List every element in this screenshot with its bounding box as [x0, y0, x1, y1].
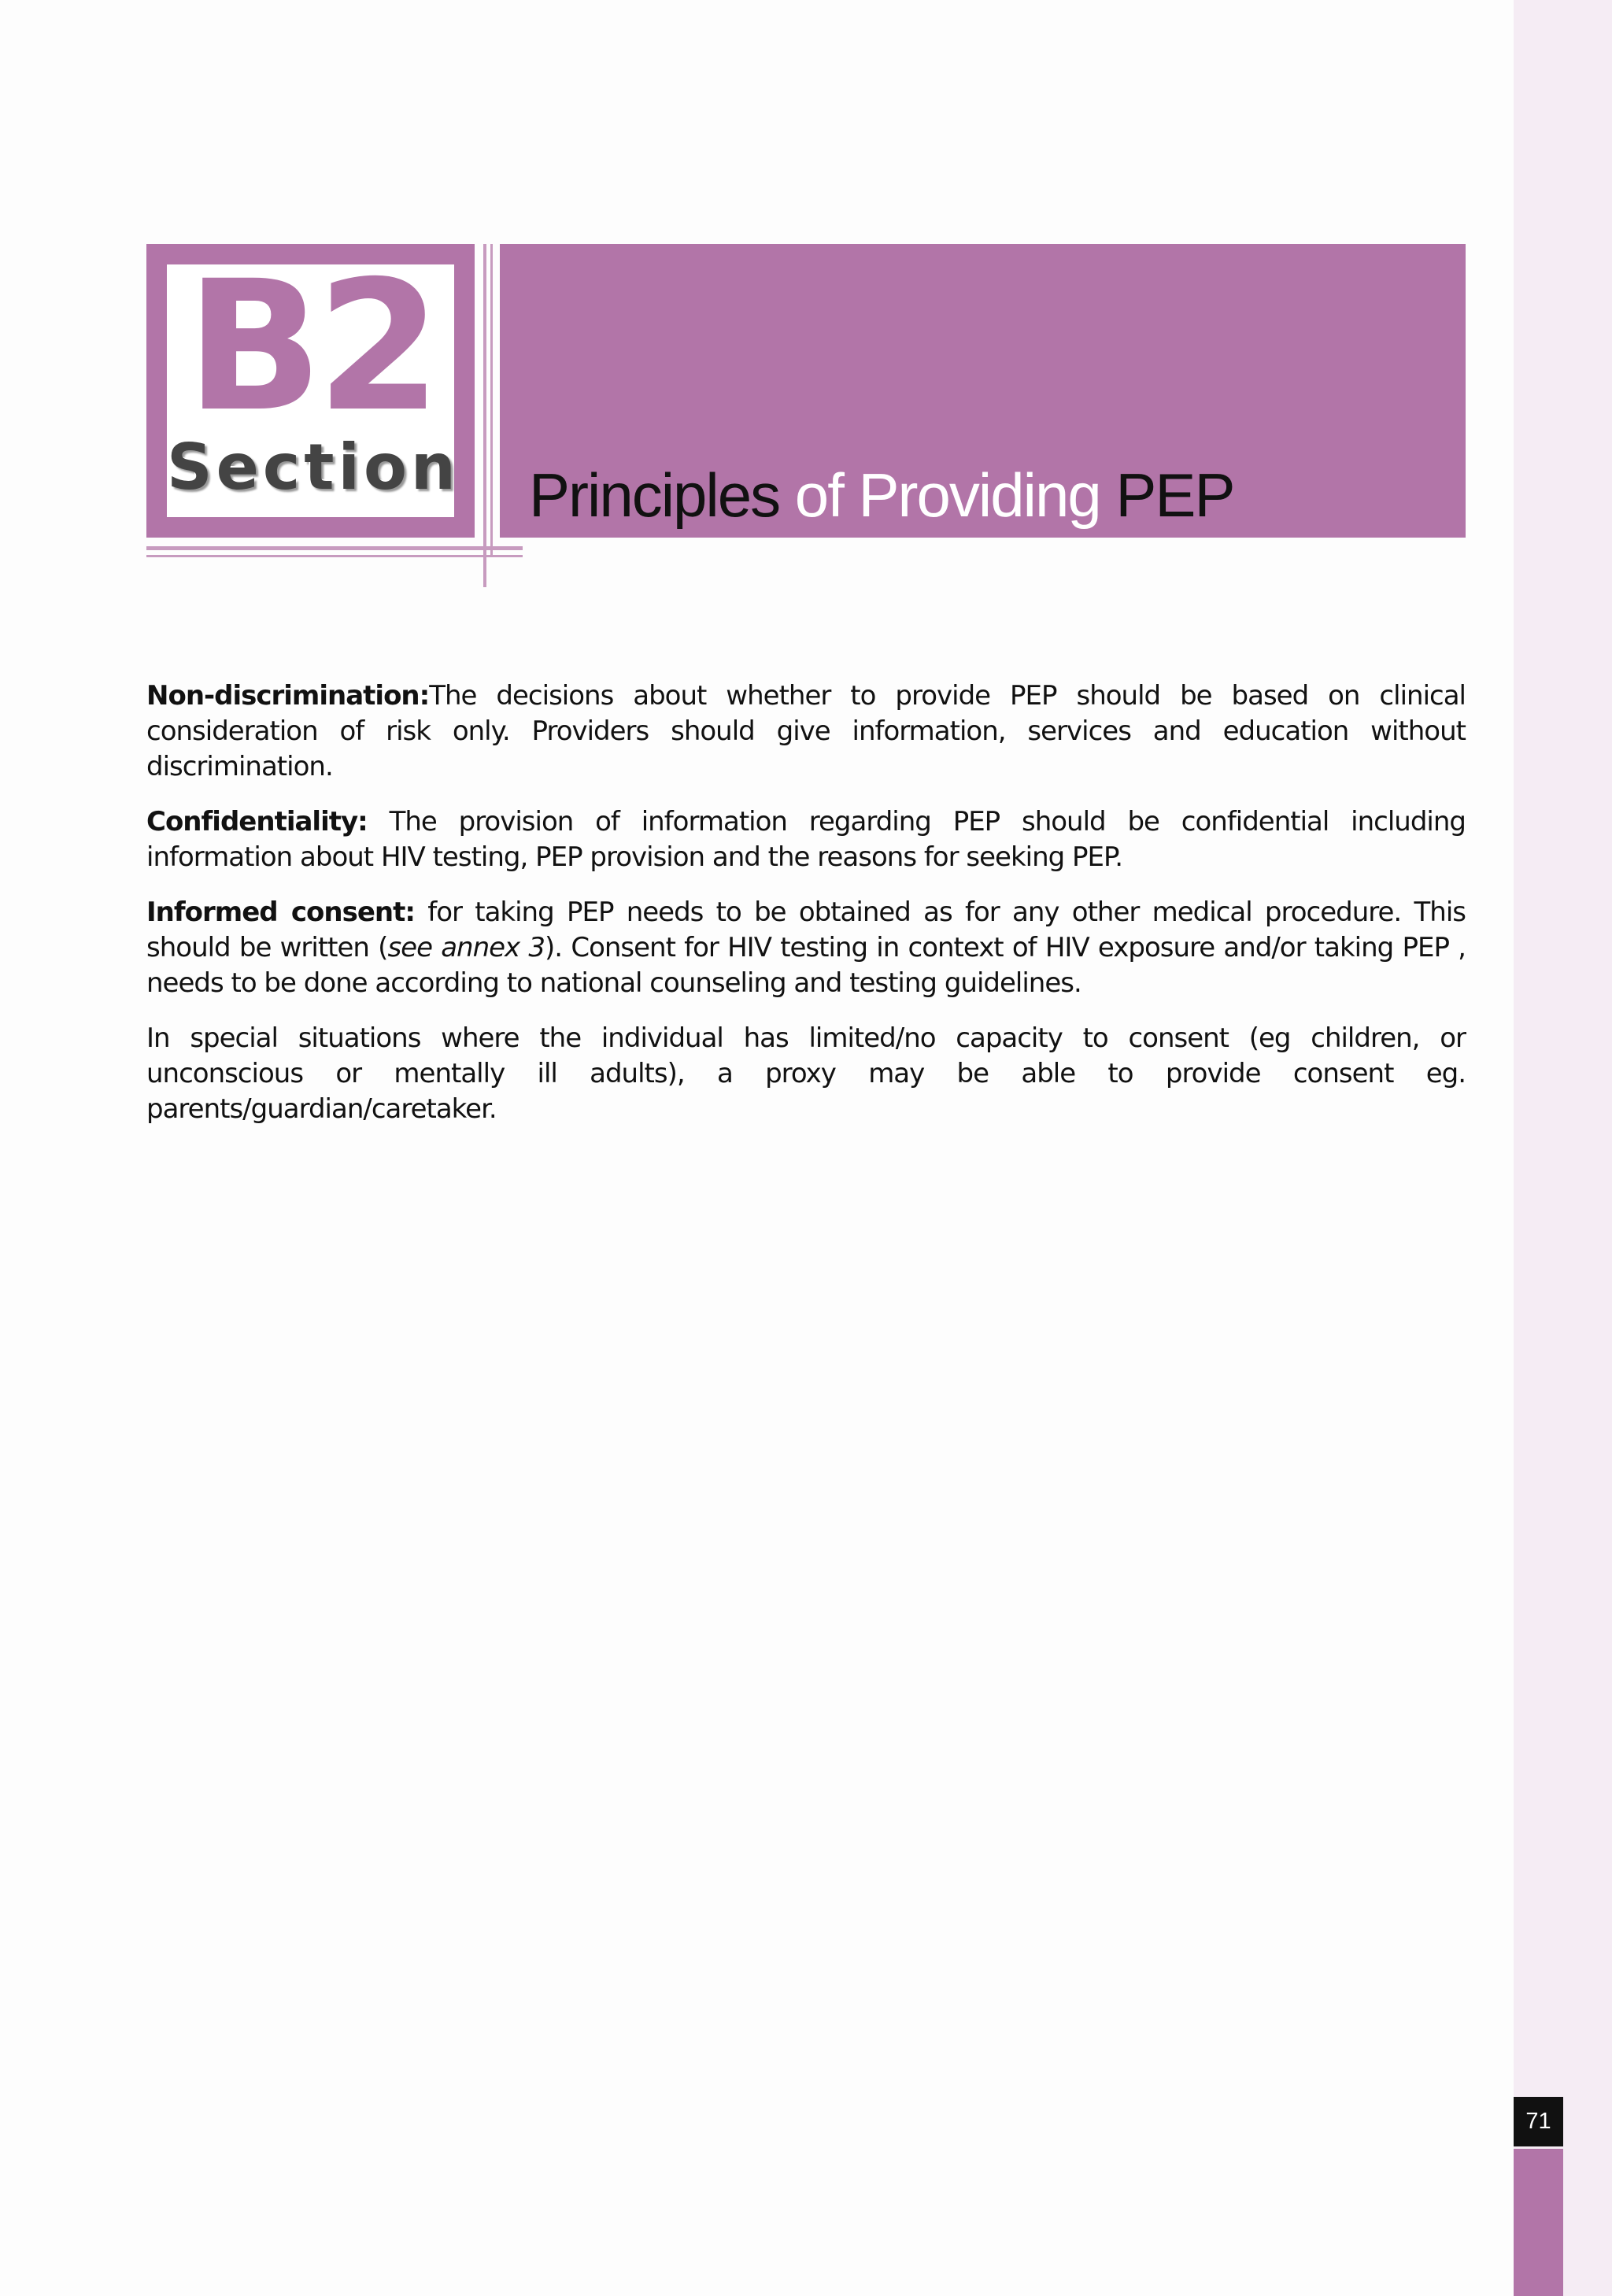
decorative-line: [483, 244, 486, 587]
page-number: 71: [1514, 2097, 1563, 2146]
paragraph-special-situations: [146, 1021, 1466, 1127]
title-part: of Providing: [779, 460, 1116, 530]
paragraph-label: Informed consent:: [146, 897, 415, 928]
title-part: Principles: [529, 460, 780, 530]
paragraph-text: The decisions about whether to provide PEP should be based on clinical consideration of risk only. Providers should give information, services and education without discrimination.: [146, 680, 1466, 782]
paragraph-label: Confidentiality:: [146, 806, 368, 837]
paragraph-text: ). Consent for HIV testing in context of HIV exposure and/or taking PEP , needs to be done according to national counseling and testing guidelines.: [146, 932, 1466, 999]
paragraph-confidentiality: [146, 804, 1466, 875]
section-code: B2: [186, 242, 435, 451]
decorative-line: [146, 546, 523, 550]
side-accent-bar: [1514, 2149, 1563, 2296]
body-text: [146, 678, 1466, 1147]
paragraph-text: for taking PEP needs to be obtained as for any other medical procedure. This should be written (: [146, 897, 1466, 963]
section-word: Section: [167, 431, 460, 504]
paragraph-text: In special situations where the individual has limited/no capacity to consent (eg children, or unconscious or mentally ill adults), a proxy may be able to provide consent eg. parents/guardian/caretaker.: [146, 1022, 1466, 1125]
paragraph-informed-consent: [146, 895, 1466, 1001]
paragraph-text: The provision of information regarding PEP should be confidential including information about HIV testing, PEP provision and the reasons for seeking PEP.: [146, 806, 1466, 873]
paragraph-label: Non-discrimination:: [146, 680, 430, 712]
page-title: [529, 460, 1234, 530]
title-part: PEP: [1115, 460, 1234, 530]
paragraph-non-discrimination: [146, 678, 1466, 785]
decorative-line: [490, 244, 493, 556]
annex-reference: see annex 3: [387, 932, 545, 963]
side-strip: [1514, 0, 1612, 2296]
decorative-line: [146, 555, 523, 557]
section-badge: [146, 244, 475, 538]
